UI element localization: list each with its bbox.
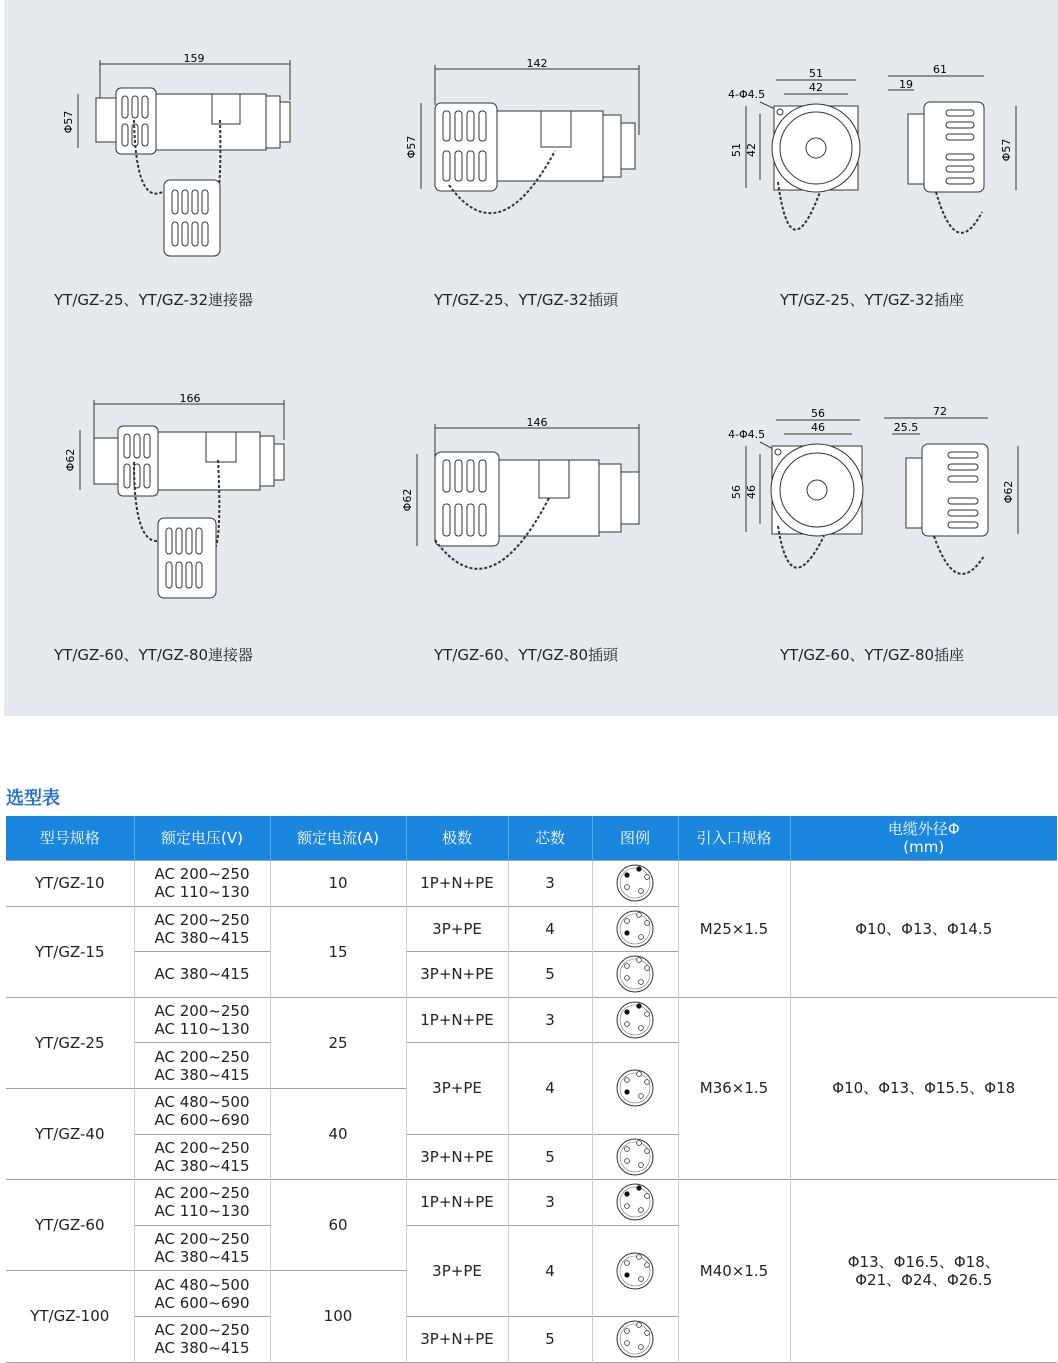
poles-cell: 1P+N+PE (406, 1180, 508, 1226)
pin-diagram-icon (615, 1068, 655, 1108)
poles-cell: 3P+PE (406, 906, 508, 952)
dim-depth: 61 (933, 63, 947, 76)
voltage-line: AC 110~130 (154, 1202, 250, 1221)
header-cores: 芯数 (508, 816, 592, 861)
header-cable-unit: (mm) (903, 838, 945, 856)
cable-line: Φ10、Φ13、Φ15.5、Φ18 (832, 1079, 1016, 1098)
socket-drawing-2 (720, 404, 1040, 604)
voltage-cell (134, 1225, 270, 1271)
connector-drawing-1 (54, 50, 314, 270)
dim-holes: 4-Φ4.5 (728, 88, 766, 101)
voltage-cell (134, 1316, 270, 1362)
voltage-line: AC 200~250 (154, 1230, 250, 1249)
table-row (6, 997, 1057, 1020)
dim-width-outer: 51 (809, 67, 823, 80)
poles-cell: 3P+N+PE (406, 1134, 508, 1180)
voltage-cell (134, 1271, 270, 1317)
pin-diagram-icon (615, 1137, 655, 1177)
pin-diagram-icon (615, 1251, 655, 1291)
pin-diagram-icon (615, 954, 655, 994)
connector-drawing-2 (54, 390, 314, 610)
dim-height-outer: 51 (730, 143, 743, 157)
cores-cell: 5 (508, 952, 592, 998)
plug-drawing-1 (399, 55, 649, 235)
voltage-cell (134, 1180, 270, 1226)
diagram-cell (592, 952, 678, 998)
cores-cell: 4 (508, 1043, 592, 1134)
pin-diagram-icon (615, 1182, 655, 1222)
selection-table-title: 选型表 (6, 788, 60, 809)
socket-drawing-1 (720, 62, 1040, 262)
selection-table (6, 816, 1057, 1363)
model-cell: YT/GZ-25 (6, 997, 134, 1088)
diagram-cell (592, 997, 678, 1043)
model-cell: YT/GZ-10 (6, 861, 134, 907)
current-cell: 40 (270, 1088, 406, 1179)
caption-plug-1: YT/GZ-25、YT/GZ-32插頭 (434, 291, 619, 309)
voltage-line: AC 200~250 (154, 1321, 250, 1340)
current-cell: 100 (270, 1271, 406, 1362)
header-model: 型号规格 (6, 816, 134, 861)
voltage-line: AC 380~415 (154, 1156, 250, 1175)
header-diagram: 图例 (592, 816, 678, 861)
dim-flange: 25.5 (893, 421, 919, 434)
voltage-cell (134, 1134, 270, 1180)
cores-cell: 3 (508, 997, 592, 1043)
current-cell: 25 (270, 997, 406, 1088)
entry-cell: M40×1.5 (678, 1180, 790, 1362)
voltage-cell (134, 861, 270, 907)
voltage-line: AC 380~415 (154, 928, 250, 947)
voltage-cell (134, 952, 270, 998)
voltage-line: AC 200~250 (154, 1138, 250, 1157)
voltage-line: AC 600~690 (154, 1111, 250, 1130)
header-poles: 极数 (406, 816, 508, 861)
voltage-line: AC 200~250 (154, 1002, 250, 1021)
cable-line: Φ13、Φ16.5、Φ18、 (847, 1252, 1000, 1271)
poles-cell: 3P+PE (406, 1043, 508, 1134)
dim-height-inner: 42 (745, 143, 758, 157)
dim-flange: 19 (899, 78, 913, 91)
dim-height-inner: 46 (745, 485, 758, 499)
dim-diameter: Φ57 (1000, 138, 1013, 162)
voltage-line: AC 380~415 (154, 1065, 250, 1084)
poles-cell: 3P+N+PE (406, 1316, 508, 1362)
plug-drawing-2 (399, 414, 649, 594)
poles-cell: 3P+PE (406, 1225, 508, 1316)
voltage-line: AC 200~250 (154, 865, 250, 884)
diagram-cell (592, 906, 678, 952)
dim-length: 142 (526, 57, 548, 70)
cable-cell (790, 861, 1057, 998)
cores-cell: 3 (508, 1180, 592, 1226)
cable-line: Φ21、Φ24、Φ26.5 (855, 1270, 993, 1289)
voltage-line: AC 200~250 (154, 910, 250, 929)
header-cable-label: 电缆外径Φ (887, 820, 960, 838)
pin-diagram-icon (615, 909, 655, 949)
voltage-line: AC 600~690 (154, 1293, 250, 1312)
model-cell: YT/GZ-100 (6, 1271, 134, 1362)
dim-diameter: Φ57 (62, 110, 75, 134)
cable-cell (790, 1180, 1057, 1362)
dim-width-inner: 42 (809, 81, 823, 94)
voltage-line: AC 110~130 (154, 1020, 250, 1039)
dim-diameter: Φ62 (1002, 480, 1015, 504)
poles-cell: 1P+N+PE (406, 997, 508, 1043)
dim-holes: 4-Φ4.5 (728, 428, 766, 441)
current-cell: 10 (270, 861, 406, 907)
dim-diameter: Φ62 (64, 448, 77, 472)
table-header-row (6, 816, 1057, 861)
pin-diagram-icon (615, 863, 655, 903)
dim-length: 166 (179, 392, 201, 405)
voltage-line: AC 480~500 (154, 1275, 250, 1294)
diagram-cell (592, 1225, 678, 1316)
pin-diagram-icon (615, 1319, 655, 1359)
model-cell: YT/GZ-40 (6, 1088, 134, 1179)
current-cell: 60 (270, 1180, 406, 1271)
caption-plug-2: YT/GZ-60、YT/GZ-80插頭 (434, 646, 619, 664)
caption-socket-2: YT/GZ-60、YT/GZ-80插座 (780, 646, 965, 664)
diagram-cell (592, 1134, 678, 1180)
table-row (6, 1180, 1057, 1203)
dim-depth: 72 (933, 405, 947, 418)
cores-cell: 4 (508, 906, 592, 952)
voltage-line: AC 200~250 (154, 1184, 250, 1203)
dim-length: 146 (526, 416, 548, 429)
header-current: 额定电流(A) (270, 816, 406, 861)
cores-cell: 3 (508, 861, 592, 907)
voltage-line: AC 380~415 (154, 965, 250, 984)
model-cell: YT/GZ-15 (6, 906, 134, 997)
cable-cell (790, 997, 1057, 1179)
voltage-cell (134, 1043, 270, 1089)
caption-connector-2: YT/GZ-60、YT/GZ-80連接器 (54, 646, 254, 664)
caption-socket-1: YT/GZ-25、YT/GZ-32插座 (780, 291, 965, 309)
drawing-panel (4, 0, 1058, 716)
voltage-cell (134, 1088, 270, 1134)
voltage-line: AC 380~415 (154, 1339, 250, 1358)
voltage-line: AC 110~130 (154, 883, 250, 902)
cores-cell: 5 (508, 1316, 592, 1362)
dim-width-inner: 46 (811, 421, 825, 434)
header-entry: 引入口规格 (678, 816, 790, 861)
pin-diagram-icon (615, 1000, 655, 1040)
dim-diameter: Φ62 (401, 488, 414, 512)
diagram-cell (592, 1316, 678, 1362)
dim-length: 159 (183, 52, 205, 65)
diagram-cell (592, 1043, 678, 1134)
voltage-line: AC 380~415 (154, 1248, 250, 1267)
poles-cell: 1P+N+PE (406, 861, 508, 907)
caption-connector-1: YT/GZ-25、YT/GZ-32連接器 (54, 291, 254, 309)
entry-cell: M36×1.5 (678, 997, 790, 1179)
cores-cell: 5 (508, 1134, 592, 1180)
voltage-cell (134, 906, 270, 952)
diagram-cell (592, 861, 678, 907)
voltage-cell (134, 997, 270, 1043)
diagram-cell (592, 1180, 678, 1226)
current-cell: 15 (270, 906, 406, 997)
cable-line: Φ10、Φ13、Φ14.5 (855, 919, 993, 938)
header-voltage: 额定电压(V) (134, 816, 270, 861)
table-row (6, 861, 1057, 884)
poles-cell: 3P+N+PE (406, 952, 508, 998)
model-cell: YT/GZ-60 (6, 1180, 134, 1271)
voltage-line: AC 200~250 (154, 1047, 250, 1066)
dim-width-outer: 56 (811, 407, 825, 420)
dim-height-outer: 56 (730, 485, 743, 499)
entry-cell: M25×1.5 (678, 861, 790, 998)
cores-cell: 4 (508, 1225, 592, 1316)
dim-diameter: Φ57 (405, 135, 418, 159)
voltage-line: AC 480~500 (154, 1093, 250, 1112)
header-cable (790, 816, 1057, 861)
